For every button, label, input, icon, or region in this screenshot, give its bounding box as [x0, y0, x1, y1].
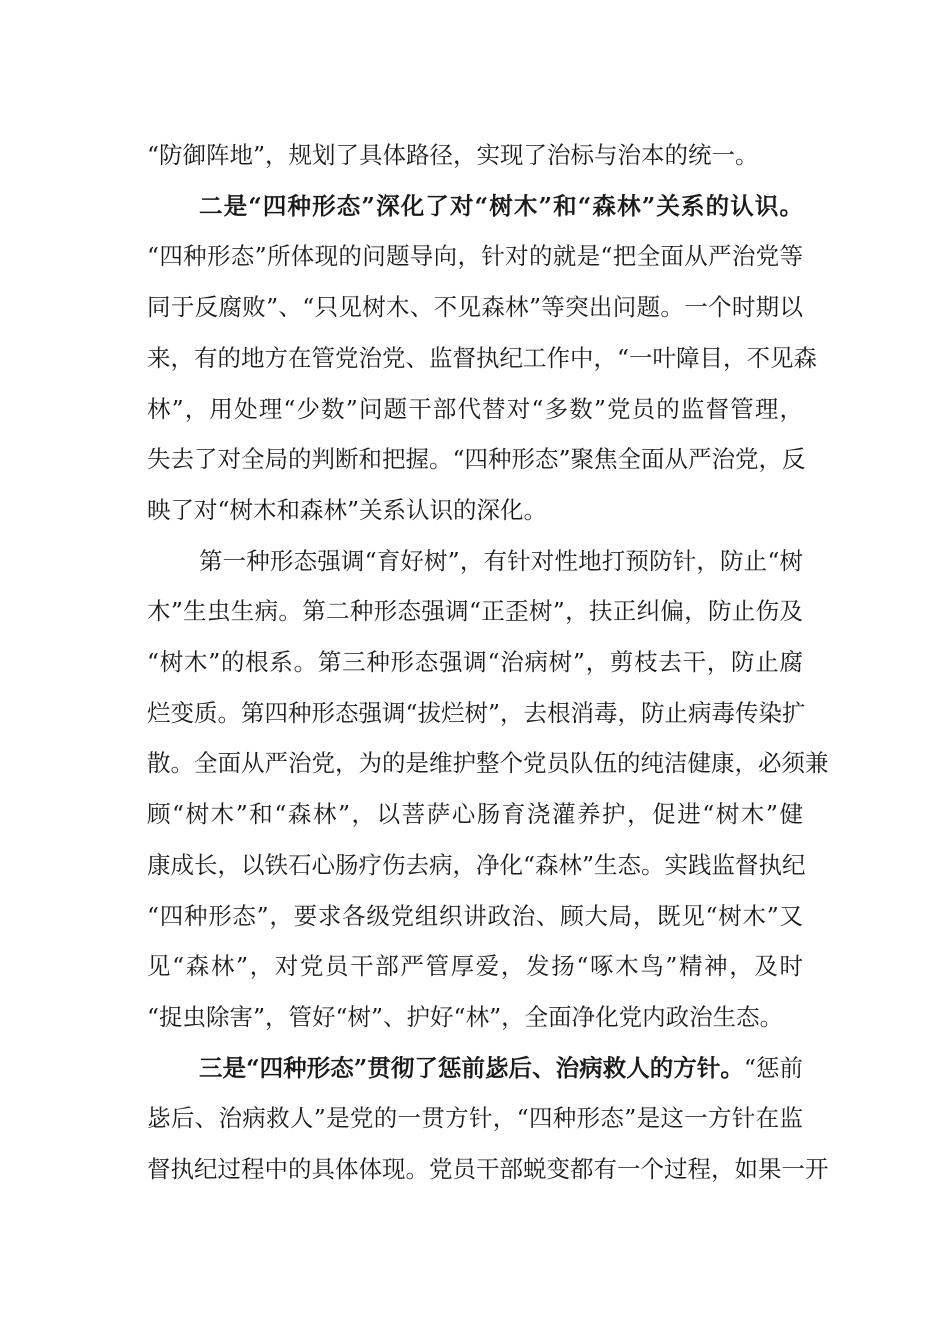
text-line: [147, 1093, 803, 1143]
text-line: [147, 637, 803, 687]
text-line: [199, 1043, 803, 1093]
body-text: 来，有的地方在管党治党、监督执纪工作中，“一叶障目，不见森: [147, 343, 818, 372]
body-text: 顾“树木”和“森林”，以菩萨心肠育浇灌养护，促进“树木”健: [147, 800, 803, 829]
bold-heading-text: 二是“四种形态”深化了对“树木”和“森林”关系的认识。: [199, 191, 803, 220]
body-text: 见“森林”，对党员干部严管厚爱，发扬“啄木鸟”精神，及时: [147, 952, 803, 981]
text-line: [147, 941, 803, 991]
text-line: [147, 282, 803, 332]
body-text: “捉虫除害”，管好“树”、护好“林”，全面净化党内政治生态。: [147, 1002, 784, 1031]
body-text: 康成长，以铁石心肠疗伤去病，净化“森林”生态。实践监督执纪: [147, 850, 806, 879]
body-text: 同于反腐败”、“只见树木、不见森林”等突出问题。一个时期以: [147, 293, 803, 322]
text-line: [147, 586, 803, 636]
body-text: 木”生虫生病。第二种形态强调“正歪树”，扶正纠偏，防止伤及: [147, 597, 803, 626]
text-line: [147, 130, 803, 180]
body-text: 映了对“树木和森林”关系认识的深化。: [147, 495, 548, 524]
body-text: 失去了对全局的判断和把握。“四种形态”聚焦全面从严治党，反: [147, 445, 806, 474]
text-line: [147, 485, 803, 535]
text-line: [199, 181, 803, 231]
body-text: “四种形态”所体现的问题导向，针对的就是“把全面从严治党等: [147, 242, 803, 271]
body-text: 第一种形态强调“育好树”，有针对性地打预防针，防止“树: [199, 546, 803, 575]
body-text: 林”，用处理“少数”问题干部代替对“多数”党员的监督管理，: [147, 394, 803, 423]
text-line: [147, 789, 803, 839]
text-line: [147, 738, 829, 788]
text-line: [147, 688, 806, 738]
body-text: 烂变质。第四种形态强调“拔烂树”，去根消毒，防止病毒传染扩: [147, 698, 806, 727]
body-text: “惩前: [743, 1053, 803, 1082]
bold-heading-text: 三是“四种形态”贯彻了惩前毖后、治病救人的方针。: [199, 1053, 744, 1082]
body-text: 散。全面从严治党，为的是维护整个党员队伍的纯洁健康，必须兼: [147, 749, 829, 778]
body-text: 督执纪过程中的具体体现。党员干部蜕变都有一个过程，如果一开: [147, 1155, 829, 1183]
body-text: “树木”的根系。第三种形态强调“治病树”，剪枝去干，防止腐: [147, 648, 803, 676]
body-text: “四种形态”，要求各级党组织讲政治、顾大局，既见“树木”又: [147, 901, 803, 930]
body-text: 毖后、治病救人”是党的一贯方针，“四种形态”是这一方针在监: [147, 1104, 803, 1133]
text-line: [147, 333, 818, 383]
text-line: [199, 536, 803, 586]
text-line: [147, 992, 803, 1042]
text-line: [147, 384, 803, 434]
text-line: [147, 1144, 829, 1194]
text-line: [147, 840, 806, 890]
body-text: “防御阵地”，规划了具体路径，实现了治标与治本的统一。: [147, 141, 759, 169]
text-line: [147, 891, 803, 941]
text-line: [147, 434, 806, 484]
text-line: [147, 231, 803, 281]
